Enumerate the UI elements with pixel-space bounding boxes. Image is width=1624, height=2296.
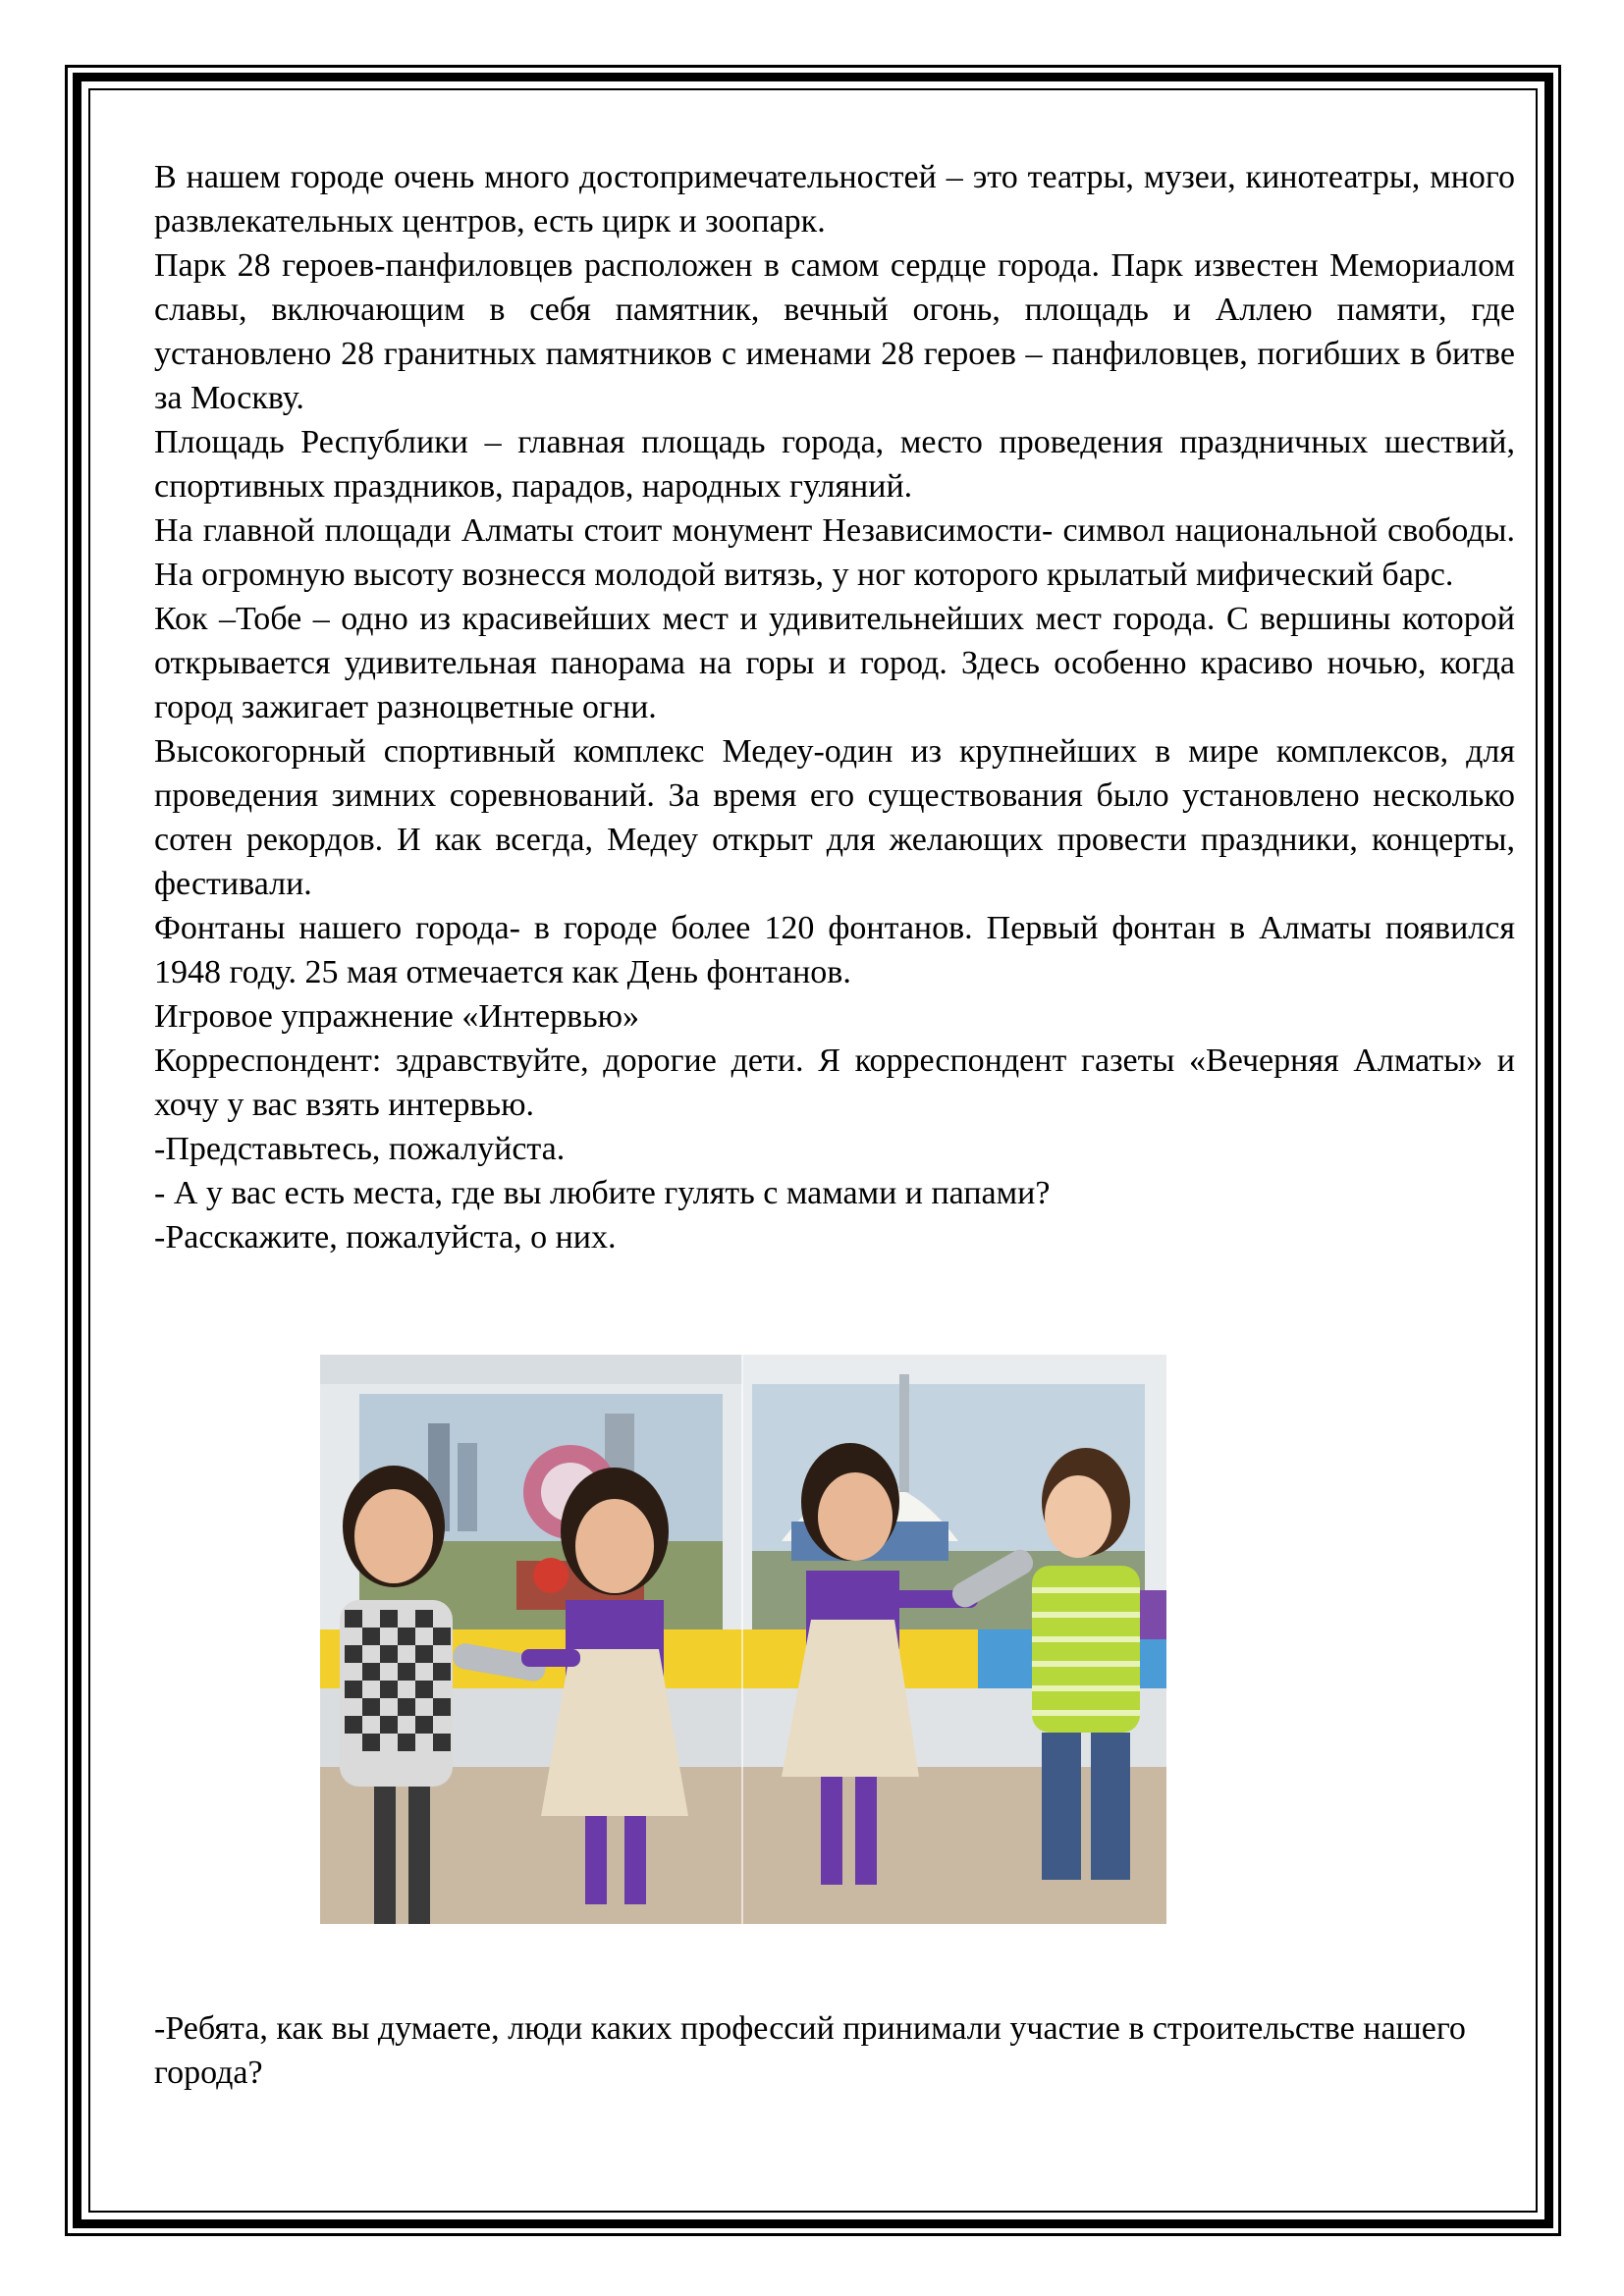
paragraph-fountains: Фонтаны нашего города- в городе более 120 фонтанов. Первый фонтан в Алматы появился 1948 году. 25 мая отмечается как День фонтанов. (154, 910, 1515, 990)
closing-question: -Ребята, как вы думаете, люди каких профессий принимали участие в строительстве нашего города? (154, 2010, 1466, 2091)
paragraph-independence-monument: На главной площади Алматы стоит монумент Независимости- символ национальной свободы. На огромную высоту вознесся молодой витязь, у ног которого крылатый мифический барс. (154, 512, 1515, 593)
question-introduce: -Представьтесь, пожалуйста. (154, 1131, 566, 1167)
exercise-title: Игровое упражнение «Интервью» (154, 998, 640, 1035)
paragraph-attractions: В нашем городе очень много достопримечательностей – это театры, музеи, кинотеатры, много развлекательных центров, есть цирк и зоопарк. (154, 159, 1515, 240)
paragraph-kok-tobe: Кок –Тобе – одно из красивейших мест и удивительнейших мест города. С вершины которой открывается удивительная панорама на горы и город. Здесь особенно красиво ночью, когда город зажигает разноцветные огни. (154, 601, 1515, 725)
paragraph-correspondent: Корреспондент: здравствуйте, дорогие дети. Я корреспондент газеты «Вечерняя Алматы» и хочу у вас взять интервью. (154, 1042, 1515, 1123)
closing-section (154, 2006, 1515, 2095)
children-interview-photo (320, 1355, 1166, 1924)
document-body (154, 155, 1515, 1259)
question-favorite-places: - А у вас есть места, где вы любите гулять с мамами и папами? (154, 1175, 1051, 1211)
paragraph-medeu: Высокогорный спортивный комплекс Медеу-один из крупнейших в мире комплексов, для проведения зимних соревнований. За время его существования было установлено несколько сотен рекордов. И как всегда, Медеу открыт для желающих провести праздники, концерты, фестивали. (154, 733, 1515, 902)
paragraph-republic-square: Площадь Республики – главная площадь города, место проведения праздничных шествий, спортивных праздников, парадов, народных гуляний. (154, 424, 1515, 505)
question-tell-about: -Расскажите, пожалуйста, о них. (154, 1219, 617, 1255)
paragraph-panfilov-park: Парк 28 героев-панфиловцев расположен в самом сердце города. Парк известен Мемориалом славы, включающим в себя памятник, вечный огонь, площадь и Аллею памяти, где установлено 28 гранитных памятников с именами 28 героев – панфиловцев, погибших в битве за Москву. (154, 247, 1515, 416)
